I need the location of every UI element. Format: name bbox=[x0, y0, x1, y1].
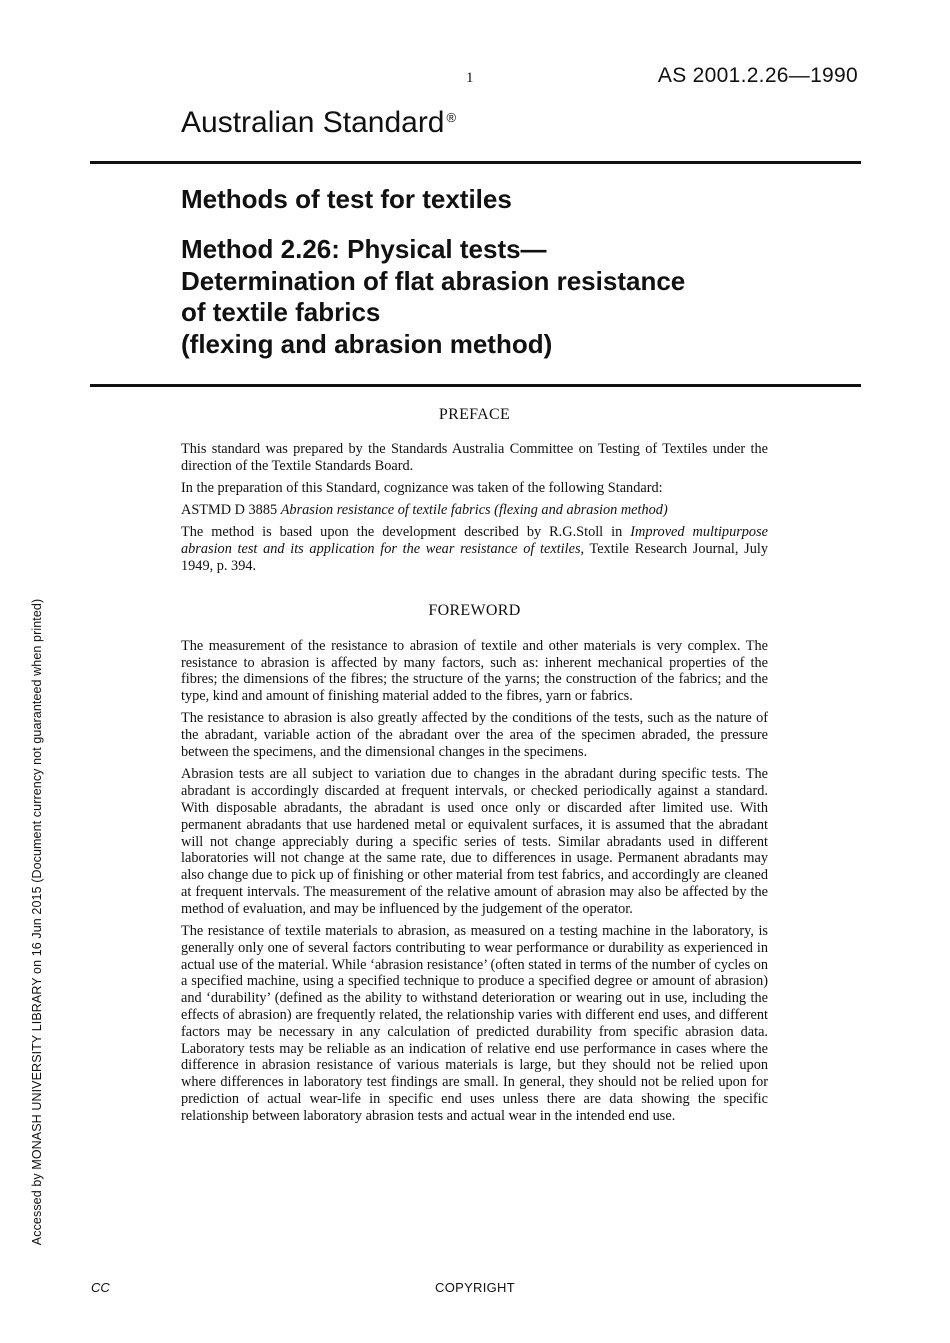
method-title-line: of textile fabrics bbox=[181, 297, 381, 327]
footer-copyright: COPYRIGHT bbox=[435, 1280, 515, 1295]
brand-name: Australian Standard bbox=[181, 106, 445, 139]
foreword-paragraph: The resistance to abrasion is also greatly affected by the conditions of the tests, such as the nature of the abradant, variable action of the abradant over the area of the specimen abraded, the pressure between the specimens, and the dimensional changes in the specimens. bbox=[181, 710, 768, 761]
text-span: The method is based upon the development described by R.G.Stoll in bbox=[181, 524, 631, 541]
method-title-line: (flexing and abrasion method) bbox=[181, 328, 553, 359]
method-title-line: Determination of flat abrasion resistance bbox=[181, 265, 686, 296]
foreword-paragraph: The measurement of the resistance to abrasion of textile and other materials is very complex. The resistance to abrasion is affected by many factors, such as: inherent mechanical properties of the fibres; the dimensions of the fibres; the structure of the yarns; the construction of the fabrics; and the type, kind and amount of finishing material added to the fibres, yarn or fabrics. bbox=[181, 637, 768, 705]
method-title-line: Method 2.26: Physical tests— bbox=[181, 234, 547, 264]
preface-paragraph: In the preparation of this Standard, cognizance was taken of the following Standard: bbox=[181, 479, 663, 496]
preface-paragraph: This standard was prepared by the Standards Australia Committee on Testing of Textiles under the direction of the Textile Standards Board. bbox=[181, 440, 768, 474]
method-title bbox=[181, 234, 685, 360]
registered-mark: ® bbox=[446, 110, 457, 125]
top-rule bbox=[90, 161, 861, 164]
document-id: AS 2001.2.26—1990 bbox=[657, 64, 858, 87]
preface-heading: PREFACE bbox=[438, 406, 511, 423]
access-notice: Accessed by MONASH UNIVERSITY LIBRARY on 16 Jun 2015 (Document currency not guaranteed when printed) bbox=[30, 598, 44, 1246]
reference-code: ASTMD D 3885 bbox=[181, 502, 281, 519]
footer-code: CC bbox=[91, 1280, 110, 1295]
text-span: , Textile Research Journal, July 1949, p. 394. bbox=[181, 541, 768, 575]
foreword-section bbox=[181, 603, 768, 1130]
page-number: 1 bbox=[466, 70, 474, 86]
main-title: Methods of test for textiles bbox=[181, 184, 512, 214]
preface-paragraph bbox=[181, 524, 768, 574]
foreword-paragraph: The resistance of textile materials to abrasion, as measured on a testing machine in the laboratory, is generally only one of several factors contributing to wear performance or durability as experienced in actual use of the material. While ‘abrasion resistance’ (often stated in terms of the number of cycles on a specified machine, using a specified technique to produce a specified degree or amount of abrasion) and ‘durability’ (defined as the ability to withstand deterioration or wearing out in use, including the effects of abrasion) are frequently related, the relationship varies with different end uses, and different factors may be necessary in any calculation of predicted durability from specific abrasion data. Laboratory tests may be reliable as an indication of relative end use performance in cases where the difference in abrasion resistance of various materials is large, but they should not be relied upon where differences in laboratory test findings are small. In general, they should not be relied upon for prediction of actual wear-life in specific end uses unless there are data showing the specific relationship between laboratory abrasion tests and actual wear in the intended end use. bbox=[181, 923, 769, 1124]
preface-reference bbox=[181, 502, 768, 519]
bottom-rule bbox=[90, 384, 861, 387]
cited-work-title: Improved multipurpose abrasion test and its application for the wear resistance of textiles bbox=[181, 524, 768, 558]
foreword-paragraph: Abrasion tests are all subject to variation due to changes in the abradant during specific tests. The abradant is accordingly discarded at frequent intervals, or checked periodically against a standard. With disposable abradants, the abradant is used once only or discarded after limited use. With permanent abradants that use hardened metal or equivalent surfaces, it is assumed that the abradant will not change appreciably during a specific series of tests. Similar abradants used in different laboratories will not change at the same rate, due to differences in usage. Permanent abradants may also change due to pick up of finishing or other material from test fabrics, and accordingly are cleaned at frequent intervals. The measurement of the relative amount of abrasion may also be affected by the method of evaluation, and may be influenced by the judgement of the operator. bbox=[181, 766, 768, 917]
preface-section bbox=[181, 407, 768, 580]
brand-title bbox=[181, 106, 456, 140]
reference-title: Abrasion resistance of textile fabrics (flexing and abrasion method) bbox=[280, 502, 668, 519]
foreword-heading: FOREWORD bbox=[428, 602, 521, 619]
